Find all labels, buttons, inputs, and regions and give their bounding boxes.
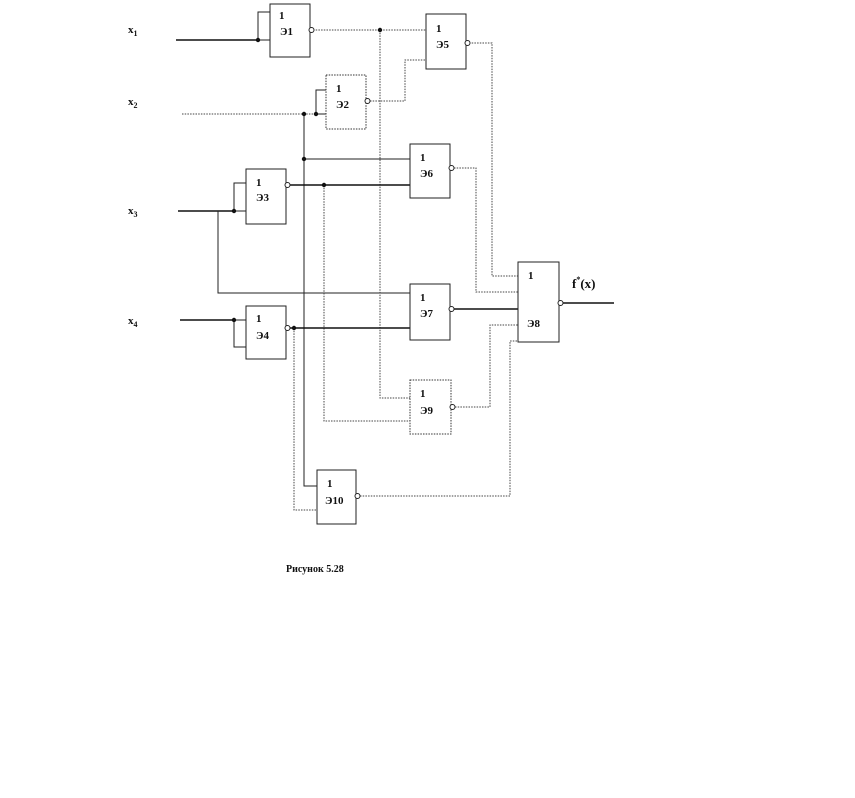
wire-x3-e3-inputs	[234, 183, 246, 211]
wire-e1-to-e9	[380, 30, 410, 398]
wire-x2-to-e10	[304, 114, 317, 486]
gate-e8	[518, 262, 563, 342]
wires	[176, 12, 614, 510]
gate-e5-inverter-bubble	[465, 41, 470, 46]
input-label-x3: $x_3$	[128, 205, 138, 219]
gate-e10	[317, 470, 360, 524]
gate-e4-op: 1	[256, 313, 262, 325]
gate-e3-name: Э3	[256, 192, 269, 204]
junction-dot	[378, 28, 382, 32]
gate-e10-inverter-bubble	[355, 494, 360, 499]
gate-e1-name: Э1	[280, 26, 293, 38]
gate-e7-name: Э7	[420, 308, 433, 320]
gate-e5	[426, 14, 470, 69]
gate-e3-inverter-bubble	[285, 183, 290, 188]
gate-e8-body	[518, 262, 559, 342]
junction-dot	[256, 38, 260, 42]
junction-dot	[314, 112, 318, 116]
junction-dot	[232, 318, 236, 322]
wire-e4-to-e10	[294, 328, 317, 510]
figure-caption: Рисунок 5.28	[286, 564, 344, 575]
gate-e6-name: Э6	[420, 168, 433, 180]
gate-e6	[410, 144, 454, 198]
gate-e1-inverter-bubble	[309, 28, 314, 33]
gate-e5-op: 1	[436, 23, 442, 35]
gate-e7-op: 1	[420, 292, 426, 304]
wire-e2-to-e5	[370, 60, 426, 101]
wire-e9-to-e8	[455, 325, 518, 407]
wire-e3-to-e9	[324, 185, 410, 421]
wire-x4-e4-inputs	[234, 320, 246, 347]
gate-e7-inverter-bubble	[449, 307, 454, 312]
gate-e3-op: 1	[256, 177, 262, 189]
gate-e9	[410, 380, 455, 434]
gate-e4-inverter-bubble	[285, 326, 290, 331]
output-label: f*(x)	[572, 275, 596, 291]
input-label-x2: $x_2$	[128, 96, 138, 110]
junction-dot	[232, 209, 236, 213]
gate-e2-op: 1	[336, 83, 342, 95]
gate-e4	[246, 306, 290, 359]
gate-e10-name: Э10	[325, 495, 344, 507]
gate-e2-name: Э2	[336, 99, 349, 111]
gate-e4-name: Э4	[256, 330, 269, 342]
gate-e6-inverter-bubble	[449, 166, 454, 171]
junction-dot	[302, 157, 306, 161]
wire-x2-e2-inputs	[316, 90, 326, 114]
gate-e9-name: Э9	[420, 405, 433, 417]
gate-e9-op: 1	[420, 388, 426, 400]
gate-e8-name: Э8	[527, 318, 540, 330]
gate-e2	[326, 75, 370, 129]
input-label-x1: $x_1$	[128, 24, 138, 38]
wire-e6-to-e8	[454, 168, 518, 292]
gate-e10-op: 1	[327, 478, 333, 490]
gate-e9-inverter-bubble	[450, 405, 455, 410]
gate-e3	[246, 169, 290, 224]
gate-e5-name: Э5	[436, 39, 449, 51]
wire-x1-e1-inputs	[258, 12, 270, 40]
gate-e7	[410, 284, 454, 340]
gate-e6-op: 1	[420, 152, 426, 164]
gate-e2-inverter-bubble	[365, 99, 370, 104]
gate-e8-inverter-bubble	[558, 301, 563, 306]
gate-e1-op: 1	[279, 10, 285, 22]
gate-e1	[270, 4, 314, 57]
junction-dot	[302, 112, 306, 116]
gate-e8-op: 1	[528, 270, 534, 282]
input-label-x4: $x_4$	[128, 315, 138, 329]
junction-dot	[322, 183, 326, 187]
junction-dot	[292, 326, 296, 330]
